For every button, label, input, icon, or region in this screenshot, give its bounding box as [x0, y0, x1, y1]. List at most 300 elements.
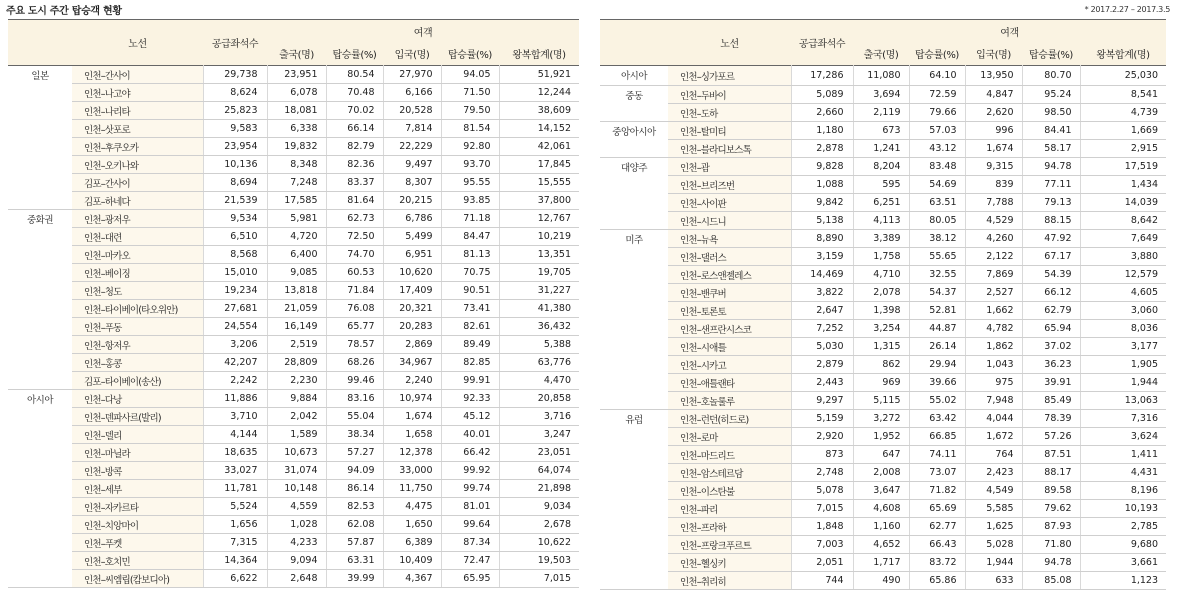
departure-rate-cell: 43.12 [909, 140, 965, 158]
table-row [600, 374, 1166, 392]
arr-header: 입국(명) [965, 42, 1022, 66]
departure-rate-cell: 38.12 [909, 230, 965, 248]
departure-rate-cell: 70.02 [326, 102, 383, 120]
arrival-rate-cell: 82.85 [441, 354, 499, 372]
departure-rate-cell: 32.55 [909, 266, 965, 284]
arrivals-cell: 839 [965, 176, 1022, 194]
round-trip-total-cell: 10,622 [499, 534, 579, 552]
table-row [600, 482, 1166, 500]
route-cell: 인천–푸켓 [72, 534, 203, 552]
round-trip-total-cell: 14,152 [499, 120, 579, 138]
capacity-cell: 7,252 [791, 320, 853, 338]
arrivals-cell: 996 [965, 122, 1022, 140]
departures-cell: 3,272 [853, 410, 909, 428]
round-trip-total-cell: 3,247 [499, 426, 579, 444]
round-trip-total-cell: 37,800 [499, 192, 579, 210]
route-cell: 인천–자카르타 [72, 498, 203, 516]
departures-cell: 5,115 [853, 392, 909, 410]
arrivals-cell: 7,788 [965, 194, 1022, 212]
arr-rate-header: 탑승률(%) [441, 42, 499, 66]
table-row [600, 86, 1166, 104]
capacity-cell: 3,206 [203, 336, 267, 354]
capacity-cell: 4,144 [203, 426, 267, 444]
route-cell: 인천–타이베이(타오위안) [72, 300, 203, 318]
round-trip-total-cell: 7,015 [499, 570, 579, 588]
route-cell: 인천–토론토 [668, 302, 791, 320]
departure-rate-cell: 65.69 [909, 500, 965, 518]
capacity-cell: 14,469 [791, 266, 853, 284]
departures-cell: 3,647 [853, 482, 909, 500]
arrivals-cell: 6,786 [383, 210, 441, 228]
departures-cell: 4,710 [853, 266, 909, 284]
capacity-cell: 1,180 [791, 122, 853, 140]
capacity-cell: 29,738 [203, 66, 267, 84]
table-row [8, 444, 579, 462]
arrivals-cell: 1,944 [965, 554, 1022, 572]
capacity-cell: 8,568 [203, 246, 267, 264]
table-row [8, 102, 579, 120]
arrivals-cell: 6,389 [383, 534, 441, 552]
departures-cell: 1,589 [267, 426, 326, 444]
round-trip-total-cell: 9,034 [499, 498, 579, 516]
route-cell: 인천–탈미티 [668, 122, 791, 140]
departure-rate-cell: 71.84 [326, 282, 383, 300]
arrival-rate-cell: 87.51 [1022, 446, 1080, 464]
arrival-rate-cell: 45.12 [441, 408, 499, 426]
capacity-cell: 11,886 [203, 390, 267, 408]
round-trip-total-cell: 1,905 [1080, 356, 1166, 374]
route-cell: 김포–하네다 [72, 192, 203, 210]
arrivals-cell: 4,782 [965, 320, 1022, 338]
departure-rate-cell: 65.86 [909, 572, 965, 590]
arrival-rate-cell: 67.17 [1022, 248, 1080, 266]
arrival-rate-cell: 66.12 [1022, 284, 1080, 302]
route-cell: 인천–이스탄불 [668, 482, 791, 500]
table-row [600, 356, 1166, 374]
arrival-rate-cell: 58.17 [1022, 140, 1080, 158]
capacity-cell: 9,583 [203, 120, 267, 138]
departure-rate-cell: 54.69 [909, 176, 965, 194]
departures-cell: 4,652 [853, 536, 909, 554]
departure-rate-cell: 64.10 [909, 66, 965, 86]
table-row [8, 534, 579, 552]
capacity-cell: 2,748 [791, 464, 853, 482]
arrival-rate-cell: 95.55 [441, 174, 499, 192]
capacity-cell: 744 [791, 572, 853, 590]
arrivals-cell: 2,527 [965, 284, 1022, 302]
round-trip-total-cell: 12,767 [499, 210, 579, 228]
route-cell: 인천–방콕 [72, 462, 203, 480]
route-cell: 인천–블라디보스톡 [668, 140, 791, 158]
table-row [8, 408, 579, 426]
departure-rate-cell: 83.72 [909, 554, 965, 572]
region-cell: 중동 [600, 86, 668, 122]
departure-rate-cell: 29.94 [909, 356, 965, 374]
round-trip-total-cell: 19,503 [499, 552, 579, 570]
round-trip-total-cell: 51,921 [499, 66, 579, 84]
departures-cell: 2,078 [853, 284, 909, 302]
capacity-cell: 9,842 [791, 194, 853, 212]
route-cell: 인천–호놀룰루 [668, 392, 791, 410]
arrival-rate-cell: 79.50 [441, 102, 499, 120]
capacity-cell: 17,286 [791, 66, 853, 86]
departure-rate-cell: 74.70 [326, 246, 383, 264]
departures-cell: 5,981 [267, 210, 326, 228]
route-cell: 인천–나리타 [72, 102, 203, 120]
route-cell: 인천–마닐라 [72, 444, 203, 462]
capacity-cell: 33,027 [203, 462, 267, 480]
route-cell: 인천–사이판 [668, 194, 791, 212]
passengers-header: 여객 [267, 20, 579, 43]
table-row [8, 498, 579, 516]
route-cell: 인천–덴파사르(발리) [72, 408, 203, 426]
capacity-cell: 11,781 [203, 480, 267, 498]
route-header: 노선 [668, 20, 791, 66]
region-cell: 대양주 [600, 158, 668, 230]
table-row [600, 248, 1166, 266]
date-range-note: * 2017.2.27 – 2017.3.5 [1084, 5, 1170, 14]
capacity-cell: 6,622 [203, 570, 267, 588]
route-cell: 인천–푸동 [72, 318, 203, 336]
table-row [8, 264, 579, 282]
table-row [600, 230, 1166, 248]
round-trip-total-cell: 64,074 [499, 462, 579, 480]
departures-cell: 490 [853, 572, 909, 590]
arrival-rate-cell: 94.78 [1022, 158, 1080, 176]
arrivals-cell: 9,315 [965, 158, 1022, 176]
arrival-rate-cell: 71.18 [441, 210, 499, 228]
departures-cell: 2,648 [267, 570, 326, 588]
round-trip-total-cell: 17,519 [1080, 158, 1166, 176]
round-trip-total-cell: 4,470 [499, 372, 579, 390]
departure-rate-cell: 83.16 [326, 390, 383, 408]
departures-cell: 673 [853, 122, 909, 140]
arrival-rate-cell: 93.85 [441, 192, 499, 210]
capacity-cell: 2,443 [791, 374, 853, 392]
round-trip-total-cell: 12,579 [1080, 266, 1166, 284]
arrival-rate-cell: 47.92 [1022, 230, 1080, 248]
capacity-cell: 5,030 [791, 338, 853, 356]
table-row [8, 66, 579, 84]
departure-rate-cell: 66.43 [909, 536, 965, 554]
round-trip-total-cell: 19,705 [499, 264, 579, 282]
round-trip-total-cell: 1,434 [1080, 176, 1166, 194]
region-cell: 중화권 [8, 210, 72, 390]
table-row [8, 354, 579, 372]
arrivals-cell: 5,499 [383, 228, 441, 246]
table-row [8, 246, 579, 264]
table-row [600, 266, 1166, 284]
table-row [8, 84, 579, 102]
capacity-cell: 2,660 [791, 104, 853, 122]
arrivals-cell: 4,044 [965, 410, 1022, 428]
table-row [600, 572, 1166, 590]
table-row [600, 554, 1166, 572]
arrival-rate-cell: 89.49 [441, 336, 499, 354]
departures-cell: 3,254 [853, 320, 909, 338]
round-trip-total-cell: 1,411 [1080, 446, 1166, 464]
route-cell: 인천–치앙마이 [72, 516, 203, 534]
capacity-cell: 7,015 [791, 500, 853, 518]
capacity-cell: 8,890 [791, 230, 853, 248]
round-trip-total-cell: 36,432 [499, 318, 579, 336]
departures-cell: 2,119 [853, 104, 909, 122]
table-row [600, 536, 1166, 554]
arrivals-cell: 4,260 [965, 230, 1022, 248]
round-trip-total-cell: 2,915 [1080, 140, 1166, 158]
route-header: 노선 [72, 20, 203, 66]
table-row [8, 426, 579, 444]
round-trip-total-cell: 4,739 [1080, 104, 1166, 122]
round-trip-total-cell: 31,227 [499, 282, 579, 300]
total-header: 왕복합계(명) [499, 42, 579, 66]
round-trip-total-cell: 15,555 [499, 174, 579, 192]
departures-cell: 3,389 [853, 230, 909, 248]
arrivals-cell: 13,950 [965, 66, 1022, 86]
round-trip-total-cell: 3,880 [1080, 248, 1166, 266]
arrival-rate-cell: 85.08 [1022, 572, 1080, 590]
table-row [600, 518, 1166, 536]
table-row [600, 176, 1166, 194]
arrivals-cell: 1,674 [965, 140, 1022, 158]
arrival-rate-cell: 66.42 [441, 444, 499, 462]
round-trip-total-cell: 2,678 [499, 516, 579, 534]
round-trip-total-cell: 1,123 [1080, 572, 1166, 590]
table-row [8, 390, 579, 408]
departure-rate-cell: 52.81 [909, 302, 965, 320]
capacity-cell: 873 [791, 446, 853, 464]
departures-cell: 9,094 [267, 552, 326, 570]
departures-cell: 31,074 [267, 462, 326, 480]
table-row [8, 462, 579, 480]
right-table [600, 19, 1166, 590]
table-row [600, 284, 1166, 302]
round-trip-total-cell: 4,605 [1080, 284, 1166, 302]
departure-rate-cell: 62.08 [326, 516, 383, 534]
capacity-cell: 15,010 [203, 264, 267, 282]
route-cell: 인천–취리히 [668, 572, 791, 590]
arrival-rate-cell: 87.93 [1022, 518, 1080, 536]
route-cell: 인천–로스앤젤레스 [668, 266, 791, 284]
departures-cell: 9,085 [267, 264, 326, 282]
departure-rate-cell: 80.05 [909, 212, 965, 230]
dep-header: 출국(명) [267, 42, 326, 66]
round-trip-total-cell: 2,785 [1080, 518, 1166, 536]
departures-cell: 10,148 [267, 480, 326, 498]
arrivals-cell: 7,948 [965, 392, 1022, 410]
capacity-cell: 3,822 [791, 284, 853, 302]
arrivals-cell: 1,862 [965, 338, 1022, 356]
arrivals-cell: 4,475 [383, 498, 441, 516]
arrivals-cell: 9,497 [383, 156, 441, 174]
route-cell: 인천–베이징 [72, 264, 203, 282]
departures-cell: 862 [853, 356, 909, 374]
arrival-rate-cell: 84.47 [441, 228, 499, 246]
round-trip-total-cell: 8,196 [1080, 482, 1166, 500]
route-cell: 인천–나고야 [72, 84, 203, 102]
departure-rate-cell: 60.53 [326, 264, 383, 282]
arrivals-cell: 10,974 [383, 390, 441, 408]
table-row [600, 140, 1166, 158]
round-trip-total-cell: 63,776 [499, 354, 579, 372]
departure-rate-cell: 82.79 [326, 138, 383, 156]
route-cell: 인천–밴쿠버 [668, 284, 791, 302]
round-trip-total-cell: 13,351 [499, 246, 579, 264]
round-trip-total-cell: 5,388 [499, 336, 579, 354]
route-cell: 인천–괌 [668, 158, 791, 176]
departure-rate-cell: 39.99 [326, 570, 383, 588]
table-row [8, 480, 579, 498]
departures-cell: 19,832 [267, 138, 326, 156]
arrival-rate-cell: 99.92 [441, 462, 499, 480]
departure-rate-cell: 57.87 [326, 534, 383, 552]
round-trip-total-cell: 4,431 [1080, 464, 1166, 482]
departures-cell: 1,028 [267, 516, 326, 534]
arrivals-cell: 20,215 [383, 192, 441, 210]
route-cell: 인천–싱가포르 [668, 66, 791, 86]
departures-cell: 4,233 [267, 534, 326, 552]
route-cell: 인천–프라하 [668, 518, 791, 536]
dep-rate-header: 탑승률(%) [326, 42, 383, 66]
arrivals-cell: 2,620 [965, 104, 1022, 122]
route-cell: 인천–마드리드 [668, 446, 791, 464]
round-trip-total-cell: 38,609 [499, 102, 579, 120]
departure-rate-cell: 63.31 [326, 552, 383, 570]
departure-rate-cell: 74.11 [909, 446, 965, 464]
table-row [600, 158, 1166, 176]
departures-cell: 1,758 [853, 248, 909, 266]
arrivals-cell: 5,585 [965, 500, 1022, 518]
capacity-cell: 21,539 [203, 192, 267, 210]
arrival-rate-cell: 94.05 [441, 66, 499, 84]
departures-cell: 9,884 [267, 390, 326, 408]
arrival-rate-cell: 99.91 [441, 372, 499, 390]
arrivals-cell: 10,620 [383, 264, 441, 282]
route-cell: 인천–오키나와 [72, 156, 203, 174]
arrivals-cell: 1,625 [965, 518, 1022, 536]
arrival-rate-cell: 65.94 [1022, 320, 1080, 338]
departure-rate-cell: 99.46 [326, 372, 383, 390]
arrival-rate-cell: 88.15 [1022, 212, 1080, 230]
arrivals-cell: 8,307 [383, 174, 441, 192]
arrivals-cell: 1,674 [383, 408, 441, 426]
capacity-cell: 5,078 [791, 482, 853, 500]
capacity-cell: 25,823 [203, 102, 267, 120]
table-row [600, 338, 1166, 356]
departure-rate-cell: 73.07 [909, 464, 965, 482]
arrival-rate-cell: 71.80 [1022, 536, 1080, 554]
departure-rate-cell: 82.53 [326, 498, 383, 516]
capacity-cell: 14,364 [203, 552, 267, 570]
route-cell: 인천–델리 [72, 426, 203, 444]
arrivals-cell: 1,658 [383, 426, 441, 444]
departure-rate-cell: 55.04 [326, 408, 383, 426]
route-cell: 인천–파리 [668, 500, 791, 518]
departure-rate-cell: 72.50 [326, 228, 383, 246]
total-header: 왕복합계(명) [1080, 42, 1166, 66]
arrival-rate-cell: 87.34 [441, 534, 499, 552]
departures-cell: 16,149 [267, 318, 326, 336]
route-cell: 인천–삿포로 [72, 120, 203, 138]
departures-cell: 595 [853, 176, 909, 194]
capacity-cell: 1,088 [791, 176, 853, 194]
left-table-body [8, 66, 579, 588]
table-row [8, 174, 579, 192]
arrivals-cell: 2,240 [383, 372, 441, 390]
arrival-rate-cell: 73.41 [441, 300, 499, 318]
departures-cell: 4,720 [267, 228, 326, 246]
route-cell: 인천–호치민 [72, 552, 203, 570]
route-cell: 인천–샌프란시스코 [668, 320, 791, 338]
table-row [8, 210, 579, 228]
arrivals-cell: 12,378 [383, 444, 441, 462]
route-cell: 김포–간사이 [72, 174, 203, 192]
arrival-rate-cell: 82.61 [441, 318, 499, 336]
round-trip-total-cell: 12,244 [499, 84, 579, 102]
departure-rate-cell: 76.08 [326, 300, 383, 318]
round-trip-total-cell: 41,380 [499, 300, 579, 318]
departure-rate-cell: 66.85 [909, 428, 965, 446]
capacity-cell: 5,524 [203, 498, 267, 516]
arrivals-cell: 10,409 [383, 552, 441, 570]
table-row [8, 516, 579, 534]
arrivals-cell: 2,423 [965, 464, 1022, 482]
departures-cell: 1,952 [853, 428, 909, 446]
arrivals-cell: 1,672 [965, 428, 1022, 446]
arrivals-cell: 20,321 [383, 300, 441, 318]
arrival-rate-cell: 98.50 [1022, 104, 1080, 122]
departures-cell: 17,585 [267, 192, 326, 210]
route-cell: 인천–암스테르담 [668, 464, 791, 482]
arrivals-cell: 6,166 [383, 84, 441, 102]
arrival-rate-cell: 84.41 [1022, 122, 1080, 140]
round-trip-total-cell: 3,624 [1080, 428, 1166, 446]
departure-rate-cell: 82.36 [326, 156, 383, 174]
table-row [600, 66, 1166, 86]
route-cell: 인천–두바이 [668, 86, 791, 104]
table-row [8, 282, 579, 300]
route-cell: 인천–항저우 [72, 336, 203, 354]
departures-cell: 969 [853, 374, 909, 392]
table-row [600, 320, 1166, 338]
route-cell: 인천–댈러스 [668, 248, 791, 266]
round-trip-total-cell: 21,898 [499, 480, 579, 498]
route-cell: 인천–세부 [72, 480, 203, 498]
round-trip-total-cell: 10,193 [1080, 500, 1166, 518]
table-row [600, 392, 1166, 410]
departures-cell: 1,241 [853, 140, 909, 158]
route-cell: 인천–브리즈번 [668, 176, 791, 194]
arrival-rate-cell: 40.01 [441, 426, 499, 444]
region-cell: 일본 [8, 66, 72, 210]
arrival-rate-cell: 65.95 [441, 570, 499, 588]
round-trip-total-cell: 14,039 [1080, 194, 1166, 212]
arrival-rate-cell: 79.62 [1022, 500, 1080, 518]
table-row [8, 120, 579, 138]
table-row [600, 500, 1166, 518]
capacity-header: 공급좌석수 [203, 20, 267, 66]
departure-rate-cell: 57.27 [326, 444, 383, 462]
departures-cell: 11,080 [853, 66, 909, 86]
table-row [8, 156, 579, 174]
departure-rate-cell: 55.65 [909, 248, 965, 266]
table-row [600, 302, 1166, 320]
arrival-rate-cell: 37.02 [1022, 338, 1080, 356]
departure-rate-cell: 54.37 [909, 284, 965, 302]
route-cell: 인천–시드니 [668, 212, 791, 230]
departures-cell: 28,809 [267, 354, 326, 372]
arrival-rate-cell: 77.11 [1022, 176, 1080, 194]
